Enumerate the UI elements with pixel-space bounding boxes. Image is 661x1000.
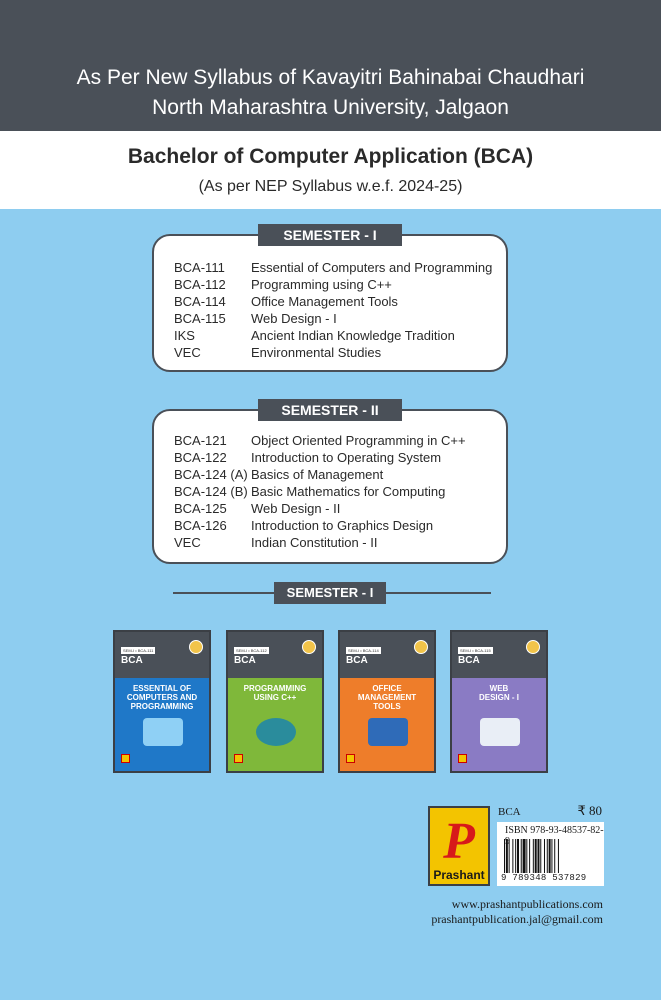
course-name: Office Management Tools — [251, 294, 398, 309]
book-title-line: USING C++ — [253, 693, 297, 702]
course-name: Basic Mathematics for Computing — [251, 484, 446, 499]
barcode-bar — [517, 839, 519, 873]
isbn-program-label: BCA — [498, 806, 521, 818]
barcode-bar — [529, 839, 530, 873]
semester-1-box — [152, 227, 508, 372]
header-band — [0, 0, 661, 131]
course-code: BCA-124 (B) — [174, 484, 248, 499]
course-code: BCA-124 (A) — [174, 467, 248, 482]
semester-2-header: SEMESTER - II — [258, 399, 402, 421]
barcode-bar — [558, 839, 559, 873]
price-label: ₹ 80 — [577, 803, 602, 818]
barcode-bar — [506, 839, 508, 873]
book-cover — [450, 630, 548, 773]
book-title — [115, 684, 209, 711]
course-code: VEC — [174, 535, 201, 550]
course-name: Programming using C++ — [251, 277, 392, 292]
course-code: BCA-122 — [174, 450, 227, 465]
book-program: BCA — [234, 655, 256, 666]
book-cover — [113, 630, 211, 773]
barcode-bar — [554, 839, 555, 873]
book-title-line: WEB — [489, 684, 509, 693]
course-name: Indian Constitution - II — [251, 535, 378, 550]
course-code: BCA-126 — [174, 518, 227, 533]
publisher-email: prashantpublication.jal@gmail.com — [431, 912, 603, 926]
books-section-label: SEMESTER - I — [274, 582, 386, 604]
course-row — [174, 518, 433, 533]
publisher-mini-logo-icon — [121, 754, 130, 763]
book-title — [340, 684, 434, 711]
course-row — [174, 433, 466, 448]
university-seal-icon — [302, 640, 316, 654]
course-row — [174, 277, 392, 292]
book-title — [228, 684, 322, 702]
course-row — [174, 450, 441, 465]
course-row — [174, 484, 445, 499]
program-band — [0, 131, 661, 209]
publisher-mini-logo-icon — [346, 754, 355, 763]
barcode-bar — [521, 839, 522, 873]
book-sem-tag: SEM-I • BCA-112 — [236, 648, 267, 653]
course-code: BCA-125 — [174, 501, 227, 516]
book-cover — [338, 630, 436, 773]
book-title-line: MANAGEMENT — [357, 693, 417, 702]
book-title-line: COMPUTERS AND — [126, 693, 198, 702]
course-name: Introduction to Graphics Design — [251, 518, 434, 533]
barcode-bar — [509, 839, 510, 873]
book-program: BCA — [458, 655, 480, 666]
course-name: Object Oriented Programming in C++ — [251, 433, 466, 448]
university-seal-icon — [526, 640, 540, 654]
course-name: Essential of Computers and Programming — [251, 260, 493, 275]
barcode-bar — [544, 839, 545, 873]
program-subtitle: (As per NEP Syllabus w.e.f. 2024-25) — [198, 178, 463, 195]
semester-2-box — [152, 402, 508, 564]
book-program: BCA — [121, 655, 143, 666]
barcode-icon — [503, 839, 598, 873]
publisher-mini-logo-icon — [458, 754, 467, 763]
header-line-1: As Per New Syllabus of Kavayitri Bahinabai Chaudhari — [76, 66, 585, 89]
barcode-bar — [526, 839, 527, 873]
book-title-line: PROGRAMMING — [243, 684, 307, 693]
barcode-bar — [535, 839, 537, 873]
course-name: Web Design - I — [251, 311, 337, 326]
book-illustration-icon — [256, 718, 296, 746]
barcode-bar — [547, 839, 548, 873]
barcode-panel — [497, 822, 604, 886]
course-code: IKS — [174, 328, 195, 343]
course-code: BCA-115 — [174, 311, 226, 326]
book-sem-tag: SEM-I • BCA-115 — [460, 648, 491, 653]
course-name: Basics of Management — [251, 467, 384, 482]
book-title-line: PROGRAMMING — [130, 702, 194, 711]
barcode-bar — [523, 839, 526, 873]
program-title: Bachelor of Computer Application (BCA) — [127, 145, 534, 168]
book-illustration-icon — [143, 718, 183, 746]
book-title-line: ESSENTIAL OF — [132, 684, 192, 693]
course-code: BCA-112 — [174, 277, 226, 292]
barcode-bar — [540, 839, 541, 873]
course-name: Web Design - II — [251, 501, 341, 516]
book-program: BCA — [346, 655, 368, 666]
book-sem-tag: SEM-I • BCA-111 — [123, 648, 154, 653]
course-row — [174, 501, 340, 516]
book-illustration-icon — [480, 718, 520, 746]
publisher-logo-glyph: P — [443, 813, 475, 870]
course-code: BCA-114 — [174, 294, 226, 309]
course-row — [174, 311, 337, 326]
publisher-mini-logo-icon — [234, 754, 243, 763]
book-title-line: DESIGN - I — [478, 693, 519, 702]
isbn-block — [497, 803, 604, 886]
barcode-bar — [504, 839, 505, 873]
book-title — [452, 684, 546, 702]
course-row — [174, 535, 377, 550]
course-row — [174, 328, 455, 343]
barcode-digits: 9 789348 537829 — [501, 873, 587, 883]
header-line-2: North Maharashtra University, Jalgaon — [152, 96, 509, 119]
course-row — [174, 467, 383, 482]
university-seal-icon — [414, 640, 428, 654]
barcode-bar — [549, 839, 551, 873]
course-code: BCA-111 — [174, 260, 225, 275]
publisher-logo — [428, 806, 490, 886]
book-illustration-icon — [368, 718, 408, 746]
barcode-bar — [533, 839, 534, 873]
course-row — [174, 294, 398, 309]
course-name: Ancient Indian Knowledge Tradition — [251, 328, 455, 343]
publisher-name: Prashant — [433, 868, 485, 882]
course-code: VEC — [174, 345, 201, 360]
barcode-bar — [512, 839, 513, 873]
book-title-line: TOOLS — [373, 702, 401, 711]
publisher-website: www.prashantpublications.com — [451, 897, 603, 911]
course-name: Introduction to Operating System — [251, 450, 442, 465]
course-code: BCA-121 — [174, 433, 227, 448]
isbn-number: ISBN 978-93-48537-82- — [505, 825, 604, 836]
book-sem-tag: SEM-I • BCA-114 — [348, 648, 379, 653]
course-name: Environmental Studies — [251, 345, 382, 360]
course-row — [174, 345, 381, 360]
barcode-bar — [537, 839, 539, 873]
semester-1-header: SEMESTER - I — [258, 224, 402, 246]
university-seal-icon — [189, 640, 203, 654]
barcode-bar — [551, 839, 552, 873]
book-title-line: OFFICE — [372, 684, 402, 693]
course-row — [174, 260, 492, 275]
book-cover — [226, 630, 324, 773]
barcode-bar — [515, 839, 516, 873]
